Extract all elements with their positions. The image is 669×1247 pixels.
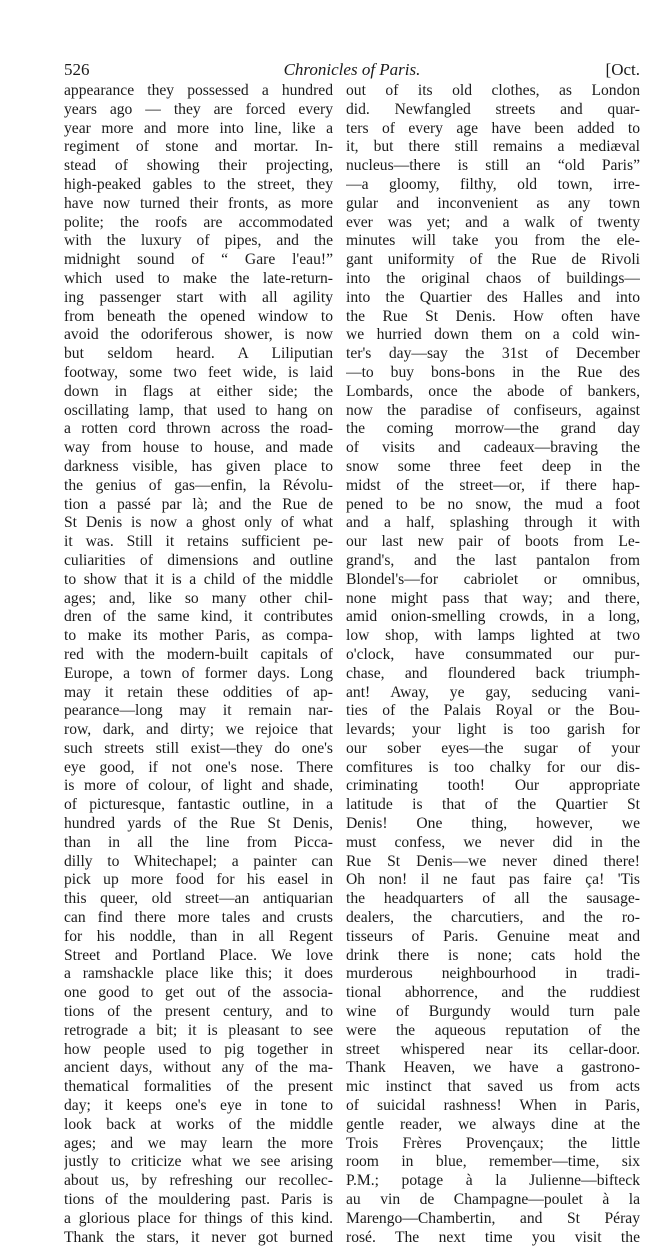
left-column-line: stead of showing their projecting, bbox=[64, 157, 333, 175]
right-column-line: it, but there still remains a mediæval bbox=[346, 138, 640, 156]
right-column-line: murderous neighbourhood in tradi- bbox=[346, 965, 640, 983]
right-column-line: drink there is none; cats hold the bbox=[346, 946, 640, 964]
left-column-line: a ramshackle place like this; it does bbox=[64, 965, 333, 983]
right-column-line: midst of the street—or, if there hap- bbox=[346, 476, 640, 494]
right-column-line: latitude is that of the Quartier St bbox=[346, 796, 640, 814]
left-column-line: have now turned their fronts, as more bbox=[64, 194, 333, 212]
right-column-line: tional abhorrence, and the ruddiest bbox=[346, 984, 640, 1002]
left-column-line: St Denis is now a ghost only of what bbox=[64, 514, 333, 532]
right-column-line: levards; your light is too garish for bbox=[346, 721, 640, 739]
left-column-line: way from house to house, and made bbox=[64, 439, 333, 457]
right-column-line: low shop, with lamps lighted at two bbox=[346, 627, 640, 645]
left-column-line: of picturesque, fantastic outline, in a bbox=[64, 796, 333, 814]
right-column-line: now the paradise of confiseurs, against bbox=[346, 401, 640, 419]
right-column-line: ters of every age have been added to bbox=[346, 119, 640, 137]
right-column-line: minutes will take you from the ele- bbox=[346, 232, 640, 250]
left-column-line: appearance they possessed a hundred bbox=[64, 82, 333, 99]
left-column-line: ing passenger start with all agility bbox=[64, 288, 333, 306]
left-column-line: Thank the stars, it never got burned bbox=[64, 1228, 333, 1246]
right-column-line: Denis! One thing, however, we bbox=[346, 815, 640, 833]
left-column-line: can find there more tales and crusts bbox=[64, 909, 333, 927]
right-column-line: into the Quartier des Halles and into bbox=[346, 288, 640, 306]
left-column-line: about us, by refreshing our recollec- bbox=[64, 1172, 333, 1190]
left-column-line: footway, some two feet wide, is laid bbox=[64, 363, 333, 381]
right-column bbox=[346, 82, 640, 1247]
right-column-line: —to buy bons-bons in the Rue des bbox=[346, 363, 640, 381]
left-column-line: year more and more into line, like a bbox=[64, 119, 333, 137]
left-column-line: it was. Still it retains sufficient pe- bbox=[64, 533, 333, 551]
left-column-line: tion a passé par là; and the Rue de bbox=[64, 495, 333, 513]
right-column-line: Marengo—Chambertin, and St Péray bbox=[346, 1209, 640, 1227]
right-column-line: amid onion-smelling crowds, in a long, bbox=[346, 608, 640, 626]
left-column-line: look back at works of the middle bbox=[64, 1115, 333, 1133]
left-column-line: culiarities of dimensions and outline bbox=[64, 551, 333, 569]
left-column-line: to make its mother Paris, as compa- bbox=[64, 627, 333, 645]
right-column-line: street whispered near its cellar-door. bbox=[346, 1040, 640, 1058]
left-column-line: Europe, a town of former days. Long bbox=[64, 664, 333, 682]
right-column-line: we hurried down them on a cold win- bbox=[346, 326, 640, 344]
right-column-line: mic instinct that saved us from acts bbox=[346, 1078, 640, 1096]
right-column-line: of visits and cadeaux—braving the bbox=[346, 439, 640, 457]
left-column-line: pearance—long may it remain nar- bbox=[64, 702, 333, 720]
right-column-line: Thank Heaven, we have a gastrono- bbox=[346, 1059, 640, 1077]
right-column-line: Oh non! il ne faut pas faire ça! 'Tis bbox=[346, 871, 640, 889]
right-column-line: gentle reader, we always dine at the bbox=[346, 1115, 640, 1133]
right-column-line: did. Newfangled streets and quar- bbox=[346, 100, 640, 118]
left-column-line: years ago — they are forced every bbox=[64, 100, 333, 118]
left-column-line: a glorious place for things of this kind. bbox=[64, 1209, 333, 1227]
left-column-line: this queer, old street—an antiquarian bbox=[64, 890, 333, 908]
running-title: Chronicles of Paris. bbox=[283, 60, 421, 79]
left-column-line: for his noddle, than in all Regent bbox=[64, 927, 333, 945]
left-column-line: day; it keeps one's eye in tone to bbox=[64, 1097, 333, 1115]
left-column-line: high-peaked gables to the street, they bbox=[64, 175, 333, 193]
right-column-line: comfitures is too chalky for our dis- bbox=[346, 758, 640, 776]
right-column-line: into the original chaos of buildings— bbox=[346, 269, 640, 287]
left-column bbox=[64, 82, 333, 1247]
left-column-line: justly to criticize what we see arising bbox=[64, 1153, 333, 1171]
right-column-line: grand's, and the last pantalon from bbox=[346, 551, 640, 569]
left-column-line: retrograde a bit; it is pleasant to see bbox=[64, 1021, 333, 1039]
right-column-line: Trois Frères Provençaux; the little bbox=[346, 1134, 640, 1152]
left-column-line: darkness visible, has given place to bbox=[64, 457, 333, 475]
left-column-line: from beneath the opened window to bbox=[64, 307, 333, 325]
right-column-line: Lombards, once the abode of bankers, bbox=[346, 382, 640, 400]
right-column-line: of suicidal rashness! When in Paris, bbox=[346, 1097, 640, 1115]
left-column-line: a rotten cord thrown across the road- bbox=[64, 420, 333, 438]
left-column-line: to show that it is a child of the middle bbox=[64, 570, 333, 588]
right-column-line: au vin de Champagne—poulet à la bbox=[346, 1191, 640, 1209]
right-column-line: Blondel's—for cabriolet or omnibus, bbox=[346, 570, 640, 588]
right-column-line: pened to be no snow, the mud a foot bbox=[346, 495, 640, 513]
right-column-line: none might pass that way; and there, bbox=[346, 589, 640, 607]
right-column-line: ties of the Palais Royal or the Bou- bbox=[346, 702, 640, 720]
left-column-line: red with the modern-built capitals of bbox=[64, 645, 333, 663]
right-column-line: must confess, we never did in the bbox=[346, 833, 640, 851]
left-column-line: down in flags at either side; the bbox=[64, 382, 333, 400]
right-column-line: Rue St Denis—we never dined there! bbox=[346, 852, 640, 870]
left-column-line: row, dark, and dirty; we rejoice that bbox=[64, 721, 333, 739]
left-column-line: ancient days, without any of the ma- bbox=[64, 1059, 333, 1077]
right-column-line: rosé. The next time you visit the bbox=[346, 1228, 640, 1246]
running-month: [Oct. bbox=[605, 60, 640, 79]
right-column-line: chase, and floundered back triumph- bbox=[346, 664, 640, 682]
left-column-line: one good to get out of the associa- bbox=[64, 984, 333, 1002]
right-column-line: and a half, splashing through it with bbox=[346, 514, 640, 532]
running-head bbox=[64, 60, 640, 84]
left-column-line: eye good, if not one's nose. There bbox=[64, 758, 333, 776]
right-column-line: ever was yet; and a walk of twenty bbox=[346, 213, 640, 231]
right-column-line: o'clock, have consummated our pur- bbox=[346, 645, 640, 663]
left-column-line: the genius of gas—enfin, la Révolu- bbox=[64, 476, 333, 494]
right-column-line: wine of Burgundy would turn pale bbox=[346, 1003, 640, 1021]
left-column-line: ages; and we may learn the more bbox=[64, 1134, 333, 1152]
right-column-line: ant! Away, ye gay, seducing vani- bbox=[346, 683, 640, 701]
left-column-line: Street and Portland Place. We love bbox=[64, 946, 333, 964]
left-column-line: regiment of stone and mortar. In- bbox=[64, 138, 333, 156]
right-column-line: gular and inconvenient as any town bbox=[346, 194, 640, 212]
left-column-line: which used to make the late-return- bbox=[64, 269, 333, 287]
right-column-line: our last new pair of boots from Le- bbox=[346, 533, 640, 551]
left-column-line: with the luxury of pipes, and the bbox=[64, 232, 333, 250]
left-column-line: midnight sound of “ Gare l'eau!” bbox=[64, 251, 333, 269]
right-column-line: criminating tooth! Our appropriate bbox=[346, 777, 640, 795]
left-column-line: but seldom heard. A Liliputian bbox=[64, 345, 333, 363]
right-column-line: the Rue St Denis. How often have bbox=[346, 307, 640, 325]
left-column-line: is more of colour, of light and shade, bbox=[64, 777, 333, 795]
right-column-line: were the aqueous reputation of the bbox=[346, 1021, 640, 1039]
left-column-line: ages; and, like so many other chil- bbox=[64, 589, 333, 607]
left-column-line: than in all the line from Picca- bbox=[64, 833, 333, 851]
left-column-line: how people used to pig together in bbox=[64, 1040, 333, 1058]
left-column-line: polite; the roofs are accommodated bbox=[64, 213, 333, 231]
right-column-line: —a gloomy, filthy, old town, irre- bbox=[346, 175, 640, 193]
right-column-line: tisseurs of Paris. Genuine meat and bbox=[346, 927, 640, 945]
right-column-line: snow some three feet deep in the bbox=[346, 457, 640, 475]
right-column-line: dealers, the charcutiers, and the ro- bbox=[346, 909, 640, 927]
right-column-line: ter's day—say the 31st of December bbox=[346, 345, 640, 363]
left-column-line: hundred yards of the Rue St Denis, bbox=[64, 815, 333, 833]
right-column-line: gant uniformity of the Rue de Rivoli bbox=[346, 251, 640, 269]
right-column-line: out of its old clothes, as London bbox=[346, 82, 640, 99]
left-column-line: pick up more food for his easel in bbox=[64, 871, 333, 889]
right-column-line: room in blue, remember—time, six bbox=[346, 1153, 640, 1171]
left-column-line: avoid the odoriferous shower, is now bbox=[64, 326, 333, 344]
left-column-line: tions of the mouldering past. Paris is bbox=[64, 1191, 333, 1209]
left-column-line: may it retain these oddities of ap- bbox=[64, 683, 333, 701]
left-column-line: thematical formalities of the present bbox=[64, 1078, 333, 1096]
page-number: 526 bbox=[64, 60, 90, 79]
left-column-line: dilly to Whitechapel; a painter can bbox=[64, 852, 333, 870]
right-column-line: the headquarters of all the sausage- bbox=[346, 890, 640, 908]
left-column-line: oscillating lamp, that used to hang on bbox=[64, 401, 333, 419]
left-column-line: dren of the same kind, it contributes bbox=[64, 608, 333, 626]
right-column-line: the coming morrow—the grand day bbox=[346, 420, 640, 438]
right-column-line: our sober eyes—the sugar of your bbox=[346, 739, 640, 757]
right-column-line: nucleus—there is still an “old Paris” bbox=[346, 157, 640, 175]
left-column-line: tions of the present century, and to bbox=[64, 1003, 333, 1021]
right-column-line: P.M.; potage à la Julienne—bifteck bbox=[346, 1172, 640, 1190]
left-column-line: such streets still exist—they do one's bbox=[64, 739, 333, 757]
